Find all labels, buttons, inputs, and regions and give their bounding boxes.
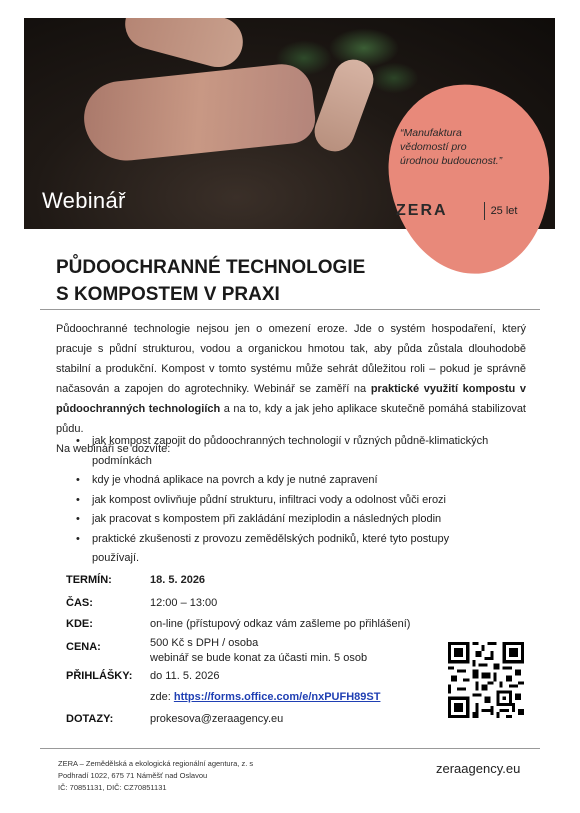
list-item: • kdy je vhodná aplikace na povrch a kdy je nutné zapravení [76, 471, 496, 491]
prihlasky-value: do 11. 5. 2026 [150, 670, 220, 682]
cena-note: webinář se bude konat za účasti min. 5 osob [150, 652, 368, 664]
qr-code[interactable] [448, 642, 524, 718]
learn-heading: Na webináři se dozvíte: [56, 443, 171, 455]
prihlasky-label: PŘIHLÁŠKY: [66, 670, 133, 682]
anniversary-label: 25 let [490, 205, 518, 217]
termin-value: 18. 5. 2026 [150, 574, 206, 586]
kde-label: KDE: [66, 618, 93, 630]
contact-email[interactable]: prokesova@zeraagency.eu [150, 713, 284, 725]
cas-label: ČAS: [66, 597, 93, 609]
cena-label: CENA: [66, 641, 101, 653]
topics-list [76, 432, 496, 569]
list-item: • jak pracovat s kompostem při zakládání meziplodin a následných plodin [76, 510, 496, 530]
zera-logo [396, 202, 517, 220]
blob-quote: “Manufaktura vědomostí pro úrodnou budoucnost.” [400, 127, 503, 167]
registration-line: zde: https://forms.office.com/e/nxPUFH89ST [150, 691, 381, 703]
webinar-label: Webinář [42, 188, 126, 213]
hand-upper [120, 18, 249, 73]
list-item: • praktické zkušenosti z provozu zemědělských podniků, které tyto postupy používají. [76, 530, 496, 569]
footer-address: ZERA – Zemědělská a ekologická regionální agentura, z. s Podhradí 1022, 675 71 Náměšť nad Oslavou IČ: 70851131, DIČ: CZ70851131 [58, 759, 254, 792]
page-title: PŮDOOCHRANNÉ TECHNOLOGIE S KOMPOSTEM V PRAXI [56, 257, 366, 305]
logo-divider [484, 202, 485, 220]
title-divider [40, 309, 540, 310]
list-item: • jak kompost zapojit do půdoochranných technologií v různých půdně-klimatických podmínkách [76, 432, 496, 471]
intro-paragraph: Půdoochranné technologie nejsou jen o omezení eroze. Jde o systém hospodaření, který pracuje s půdní strukturou, vodou a organickou hmotou tak, aby půda zůstala dlouhodobě stabilní a produkční. Kompost v tomto systému může sehrát důležitou roli – pokud je správně načasován a zapojen do agrotechniky. Webinář se zaměří na praktické využití kompostu v půdoochranných technologiích a na to, kdy a jak jeho aplikace skutečně pomáhá stabilizovat půdu. [56, 323, 527, 435]
zera-logo-text: ZERA [396, 202, 448, 219]
termin-label: TERMÍN: [66, 574, 112, 586]
footer-website[interactable]: zeraagency.eu [436, 761, 521, 776]
dotazy-label: DOTAZY: [66, 713, 114, 725]
hand-planting [80, 61, 317, 165]
cas-value: 12:00 – 13:00 [150, 597, 218, 609]
cena-value: 500 Kč s DPH / osoba [150, 637, 259, 649]
kde-value: on-line (přístupový odkaz vám zašleme po přihlášení) [150, 618, 411, 630]
registration-link[interactable]: https://forms.office.com/e/nxPUFH89ST [173, 691, 381, 703]
list-item: • jak kompost ovlivňuje půdní strukturu, infiltraci vody a odolnost vůči erozi [76, 491, 496, 511]
footer-divider [40, 748, 540, 749]
